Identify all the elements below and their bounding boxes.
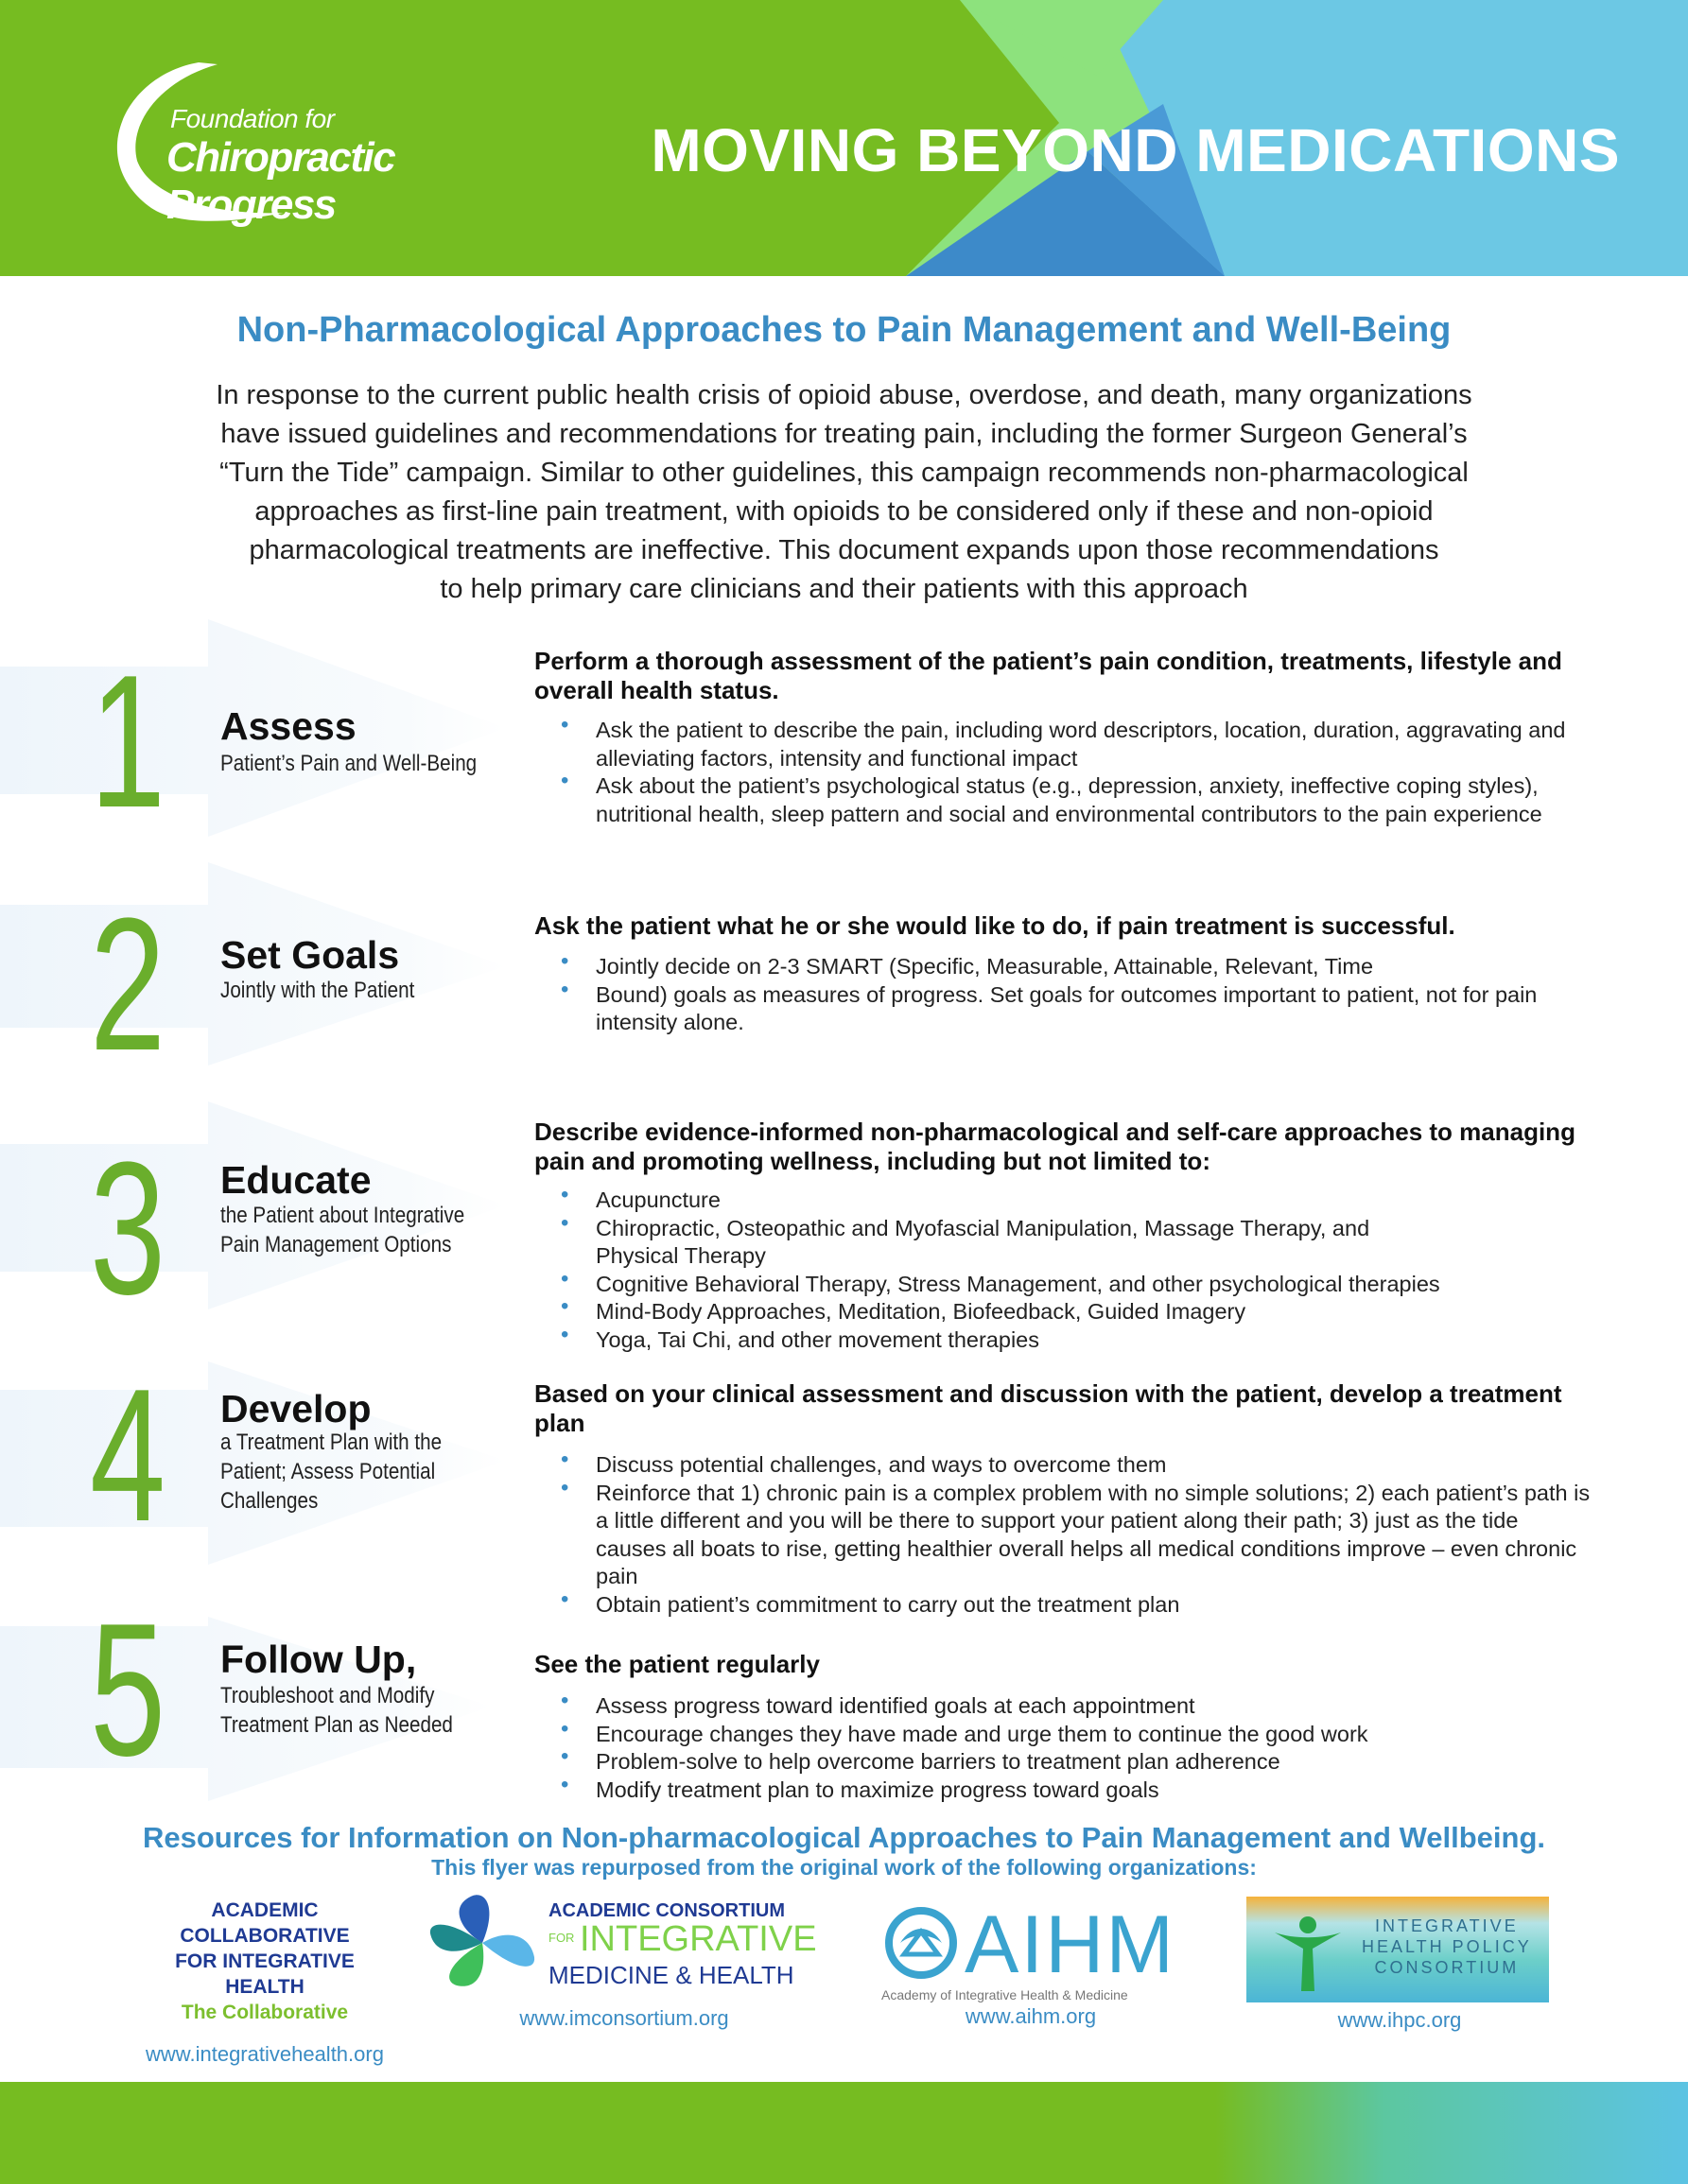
logo-line: FOR INTEGRATIVE [175,1950,355,1972]
step-subtitle-line: Troubleshoot and Modify [220,1683,435,1708]
step-number: 4 [90,1350,166,1561]
logo-line: ACADEMIC CONSORTIUM [548,1900,785,1921]
step-heading: Based on your clinical assessment and discussion with the patient, develop a treatment plan [534,1379,1562,1437]
logo-line: COLLABORATIVE [180,1925,350,1947]
step-heading: Perform a thorough assessment of the patient’s pain condition, treatments, lifestyle and overall health status. [534,647,1562,704]
step-heading: Ask the patient what he or she would like to do, if pain treatment is successful. [534,911,1455,940]
step-number: 3 [90,1123,166,1334]
org-imconsortium-link[interactable]: www.imconsortium.org [519,2006,729,2030]
list-item: • Obtain patient’s commitment to carry out the treatment plan [534,1591,1593,1620]
list-item: • Bound) goals as measures of progress. Set goals for outcomes important to patient, not for pain intensity alone. [534,981,1593,1037]
step-subtitle-line: Treatment Plan as Needed [220,1712,453,1738]
org-imconsortium-logo [421,1891,818,1995]
step-set-goals [0,862,1688,1090]
step-subtitle-line: a Treatment Plan with the [220,1430,443,1455]
logo-line: ACADEMIC [211,1899,319,1921]
list-item: • Discuss potential challenges, and ways to overcome them [534,1451,1593,1480]
step-title: Follow Up, [220,1638,417,1681]
step-subtitle [220,1681,453,1740]
footer-banner [0,2082,1688,2184]
step-bullet-list [534,953,1593,1037]
step-bullet-list [534,1692,1593,1804]
step-number: 2 [90,879,166,1090]
resources-subtitle: This flyer was repurposed from the original work of the following organizations: [431,1855,1257,1880]
logo-line: HEALTH POLICY [1362,1937,1532,1956]
list-item: • Jointly decide on 2-3 SMART (Specific, Measurable, Attainable, Relevant, Time [534,953,1593,981]
list-item: • Encourage changes they have made and urge them to continue the good work [534,1721,1593,1749]
step-heading: See the patient regularly [534,1650,820,1678]
list-item: • Acupuncture [534,1187,1593,1215]
foundation-logo [95,57,530,227]
logo-line: INTEGRATIVE [1375,1916,1519,1935]
list-item: • Mind-Body Approaches, Meditation, Biofeedback, Guided Imagery [534,1298,1593,1326]
logo-for: FOR [548,1931,575,1945]
page-title: MOVING BEYOND MEDICATIONS [651,116,1620,184]
aihm-subtitle: Academy of Integrative Health & Medicine [881,1987,1128,2002]
step-assess [0,619,1688,865]
ihpc-wordmark [1362,1915,1532,1978]
list-item: • Cognitive Behavioral Therapy, Stress Management, and other psychological therapies [534,1271,1593,1299]
list-item: • Modify treatment plan to maximize progress toward goals [534,1777,1593,1805]
step-bullet-list [534,1451,1593,1619]
logo-line: CONSORTIUM [1374,1958,1520,1977]
step-number: 1 [90,636,166,847]
step-title: Set Goals [220,933,400,977]
intro-line: approaches as first-line pain treatment, with opioids to be considered only if these and non-opioid [254,496,1434,527]
step-subtitle-line: Patient; Assess Potential [220,1459,436,1484]
logo-line: MEDICINE & HEALTH [548,1961,794,1989]
step-bullet-list [534,1187,1593,1354]
step-subtitle-line: Patient’s Pain and Well-Being [220,751,478,776]
list-item: • Problem-solve to help overcome barriers to treatment plan adherence [534,1748,1593,1777]
intro-line: pharmacological treatments are ineffective. This document expands upon those recommendations [249,535,1439,565]
step-number: 5 [90,1585,166,1795]
logo-line: HEALTH [225,1976,305,1998]
document-subtitle: Non-Pharmacological Approaches to Pain Management and Well-Being [236,310,1452,350]
header-banner [0,0,1688,276]
org-ihpc-link[interactable]: www.ihpc.org [1337,2008,1462,2032]
step-educate [0,1101,1688,1361]
logo-line-2: Chiropractic Progress [166,134,395,228]
logo-line-1: Foundation for [170,104,335,133]
org-collaborative-link[interactable]: www.integrativehealth.org [146,2042,384,2066]
aihm-wordmark: AIHM [965,1899,1175,1990]
step-heading: Describe evidence-informed non-pharmacological and self-care approaches to managing pain and promoting wellness, including but not limited to: [534,1118,1575,1175]
intro-line: have issued guidelines and recommendations for treating pain, including the former Surgeon General’s [220,419,1468,449]
resources-title: Resources for Information on Non-pharmacological Approaches to Pain Management and Wellbeing. [142,1821,1546,1854]
list-item: • Ask the patient to describe the pain, including word descriptors, location, duration, aggravating and alleviating factors, intensity and functional impact [534,717,1593,772]
step-title: Educate [220,1158,372,1202]
step-subtitle [220,1428,442,1516]
step-bullet-list [534,717,1593,828]
intro-paragraph [132,376,1556,609]
intro-line: to help primary care clinicians and their patients with this approach [440,574,1248,604]
step-title: Develop [220,1387,372,1430]
list-item: • Yoga, Tai Chi, and other movement therapies [534,1326,1593,1355]
intro-line: In response to the current public health crisis of opioid abuse, overdose, and death, many organizations [216,380,1472,410]
list-item: • Chiropractic, Osteopathic and Myofascial Manipulation, Massage Therapy, and Physical Therapy [534,1215,1428,1271]
step-subtitle-line: Jointly with the Patient [220,978,415,1003]
step-title: Assess [220,704,357,748]
step-subtitle [220,1201,464,1259]
org-aihm-logo [879,1900,1182,2004]
logo-tagline: The Collaborative [181,2002,349,2023]
list-item: • Ask about the patient’s psychological status (e.g., depression, anxiety, ineffective coping styles), nutritional health, sleep pattern and social and environmental contributors to the pain experience [534,772,1593,828]
org-collaborative-logo [142,1898,388,2025]
step-develop [0,1350,1688,1617]
list-item: • Reinforce that 1) chronic pain is a complex problem with no simple solutions; 2) each patient’s path is a little different and you will be there to support your patient along their path; 3) just as the tide causes all boats to rise, getting healthier overall helps all medical conditions improve – even chronic pain [534,1480,1593,1591]
list-item: • Assess progress toward identified goals at each appointment [534,1692,1593,1721]
logo-line: INTEGRATIVE [580,1919,817,1959]
step-subtitle [220,976,414,1005]
step-subtitle-line: Pain Management Options [220,1232,452,1257]
intro-line: “Turn the Tide” campaign. Similar to other guidelines, this campaign recommends non-pharmacological [219,458,1469,488]
step-subtitle-line: Challenges [220,1488,319,1514]
aihm-emblem-icon [883,1905,959,1981]
step-subtitle-line: the Patient about Integrative [220,1203,465,1228]
step-subtitle [220,749,477,778]
org-aihm-link[interactable]: www.aihm.org [965,2004,1097,2028]
pinwheel-icon [421,1891,544,1995]
org-ihpc-logo [1246,1897,1549,2002]
